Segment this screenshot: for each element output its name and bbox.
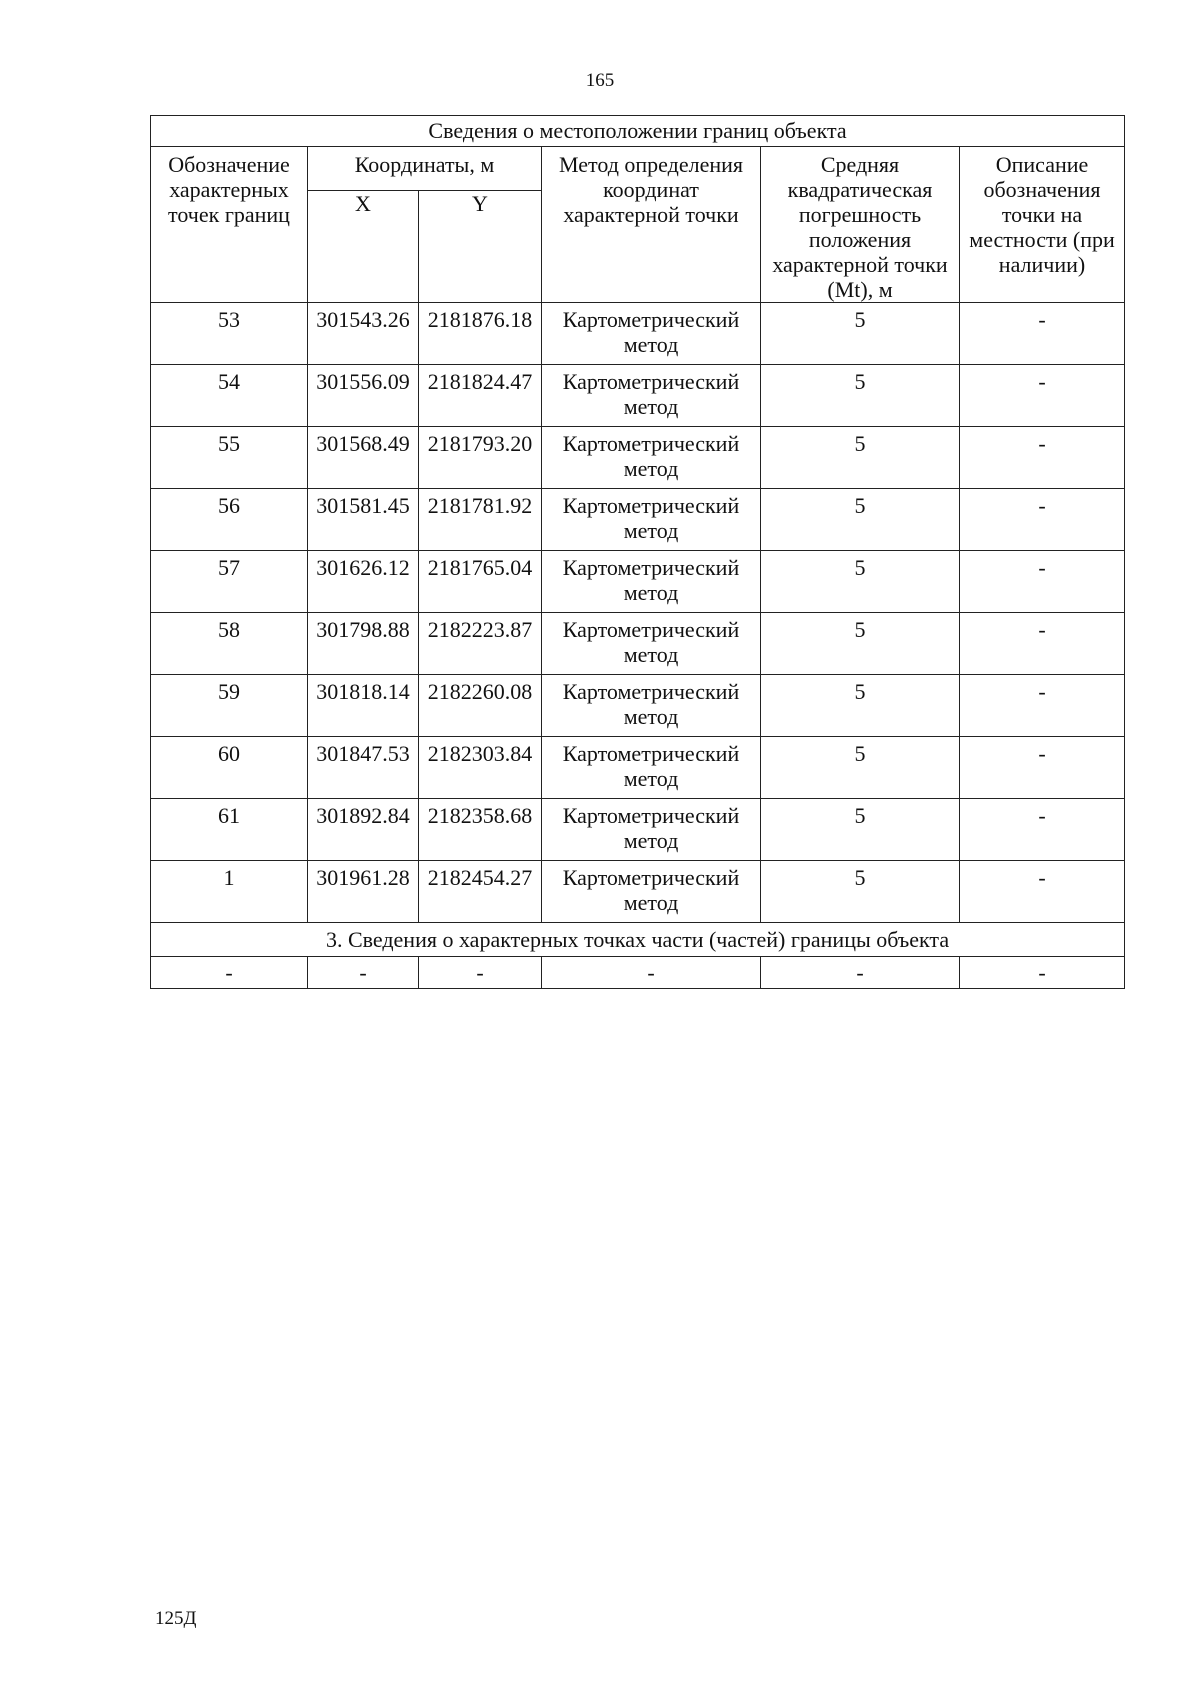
error-cell: 5 [761, 737, 960, 799]
point-cell: 59 [151, 675, 308, 737]
x-coordinate-cell: 301543.26 [308, 303, 419, 365]
section-3-row [151, 957, 1125, 989]
table-row [151, 365, 1125, 427]
header-description: Описание обозначения точки на местности (при наличии) [960, 147, 1125, 303]
method-cell: Картометрический метод [542, 799, 761, 861]
section-3-cell: - [308, 957, 419, 989]
error-cell: 5 [761, 799, 960, 861]
section-3-cell: - [151, 957, 308, 989]
description-cell: - [960, 799, 1125, 861]
error-cell: 5 [761, 613, 960, 675]
point-cell: 53 [151, 303, 308, 365]
table-row [151, 613, 1125, 675]
table-row [151, 675, 1125, 737]
x-coordinate-cell: 301818.14 [308, 675, 419, 737]
description-cell: - [960, 675, 1125, 737]
x-coordinate-cell: 301961.28 [308, 861, 419, 923]
section-3-cell: - [419, 957, 542, 989]
point-cell: 54 [151, 365, 308, 427]
header-error: Средняя квадратическая погрешность положения характерной точки (Mt), м [761, 147, 960, 303]
method-cell: Картометрический метод [542, 303, 761, 365]
x-coordinate-cell: 301847.53 [308, 737, 419, 799]
x-coordinate-cell: 301798.88 [308, 613, 419, 675]
x-coordinate-cell: 301892.84 [308, 799, 419, 861]
boundary-coordinates-table [150, 115, 1125, 989]
description-cell: - [960, 861, 1125, 923]
method-cell: Картометрический метод [542, 551, 761, 613]
point-cell: 56 [151, 489, 308, 551]
y-coordinate-cell: 2181876.18 [419, 303, 542, 365]
header-method: Метод определения координат характерной точки [542, 147, 761, 303]
y-coordinate-cell: 2182454.27 [419, 861, 542, 923]
section-3-cell: - [761, 957, 960, 989]
header-x: X [308, 190, 419, 302]
description-cell: - [960, 551, 1125, 613]
y-coordinate-cell: 2182223.87 [419, 613, 542, 675]
point-cell: 57 [151, 551, 308, 613]
error-cell: 5 [761, 489, 960, 551]
description-cell: - [960, 427, 1125, 489]
description-cell: - [960, 489, 1125, 551]
error-cell: 5 [761, 365, 960, 427]
table-row [151, 551, 1125, 613]
y-coordinate-cell: 2182303.84 [419, 737, 542, 799]
table-caption: Сведения о местоположении границ объекта [151, 116, 1125, 147]
method-cell: Картометрический метод [542, 613, 761, 675]
y-coordinate-cell: 2181824.47 [419, 365, 542, 427]
description-cell: - [960, 737, 1125, 799]
page-number: 165 [585, 70, 615, 91]
x-coordinate-cell: 301556.09 [308, 365, 419, 427]
x-coordinate-cell: 301626.12 [308, 551, 419, 613]
description-cell: - [960, 303, 1125, 365]
table-row [151, 427, 1125, 489]
y-coordinate-cell: 2181781.92 [419, 489, 542, 551]
y-coordinate-cell: 2181765.04 [419, 551, 542, 613]
method-cell: Картометрический метод [542, 365, 761, 427]
table-row [151, 861, 1125, 923]
point-cell: 1 [151, 861, 308, 923]
section-3-cell: - [960, 957, 1125, 989]
y-coordinate-cell: 2181793.20 [419, 427, 542, 489]
method-cell: Картометрический метод [542, 675, 761, 737]
section-3-title: 3. Сведения о характерных точках части (частей) границы объекта [151, 923, 1125, 957]
x-coordinate-cell: 301581.45 [308, 489, 419, 551]
table-row [151, 303, 1125, 365]
header-y: Y [419, 190, 542, 302]
point-cell: 61 [151, 799, 308, 861]
x-coordinate-cell: 301568.49 [308, 427, 419, 489]
y-coordinate-cell: 2182260.08 [419, 675, 542, 737]
section-3-cell: - [542, 957, 761, 989]
description-cell: - [960, 613, 1125, 675]
table-row [151, 737, 1125, 799]
point-cell: 55 [151, 427, 308, 489]
table-row [151, 489, 1125, 551]
header-point-designation: Обозначение характерных точек границ [151, 147, 308, 303]
description-cell: - [960, 365, 1125, 427]
error-cell: 5 [761, 303, 960, 365]
method-cell: Картометрический метод [542, 489, 761, 551]
error-cell: 5 [761, 551, 960, 613]
footer-code: 125Д [155, 1608, 197, 1629]
y-coordinate-cell: 2182358.68 [419, 799, 542, 861]
point-cell: 60 [151, 737, 308, 799]
error-cell: 5 [761, 675, 960, 737]
error-cell: 5 [761, 427, 960, 489]
header-coordinates: Координаты, м [308, 147, 542, 191]
method-cell: Картометрический метод [542, 861, 761, 923]
method-cell: Картометрический метод [542, 737, 761, 799]
method-cell: Картометрический метод [542, 427, 761, 489]
point-cell: 58 [151, 613, 308, 675]
table-row [151, 799, 1125, 861]
error-cell: 5 [761, 861, 960, 923]
